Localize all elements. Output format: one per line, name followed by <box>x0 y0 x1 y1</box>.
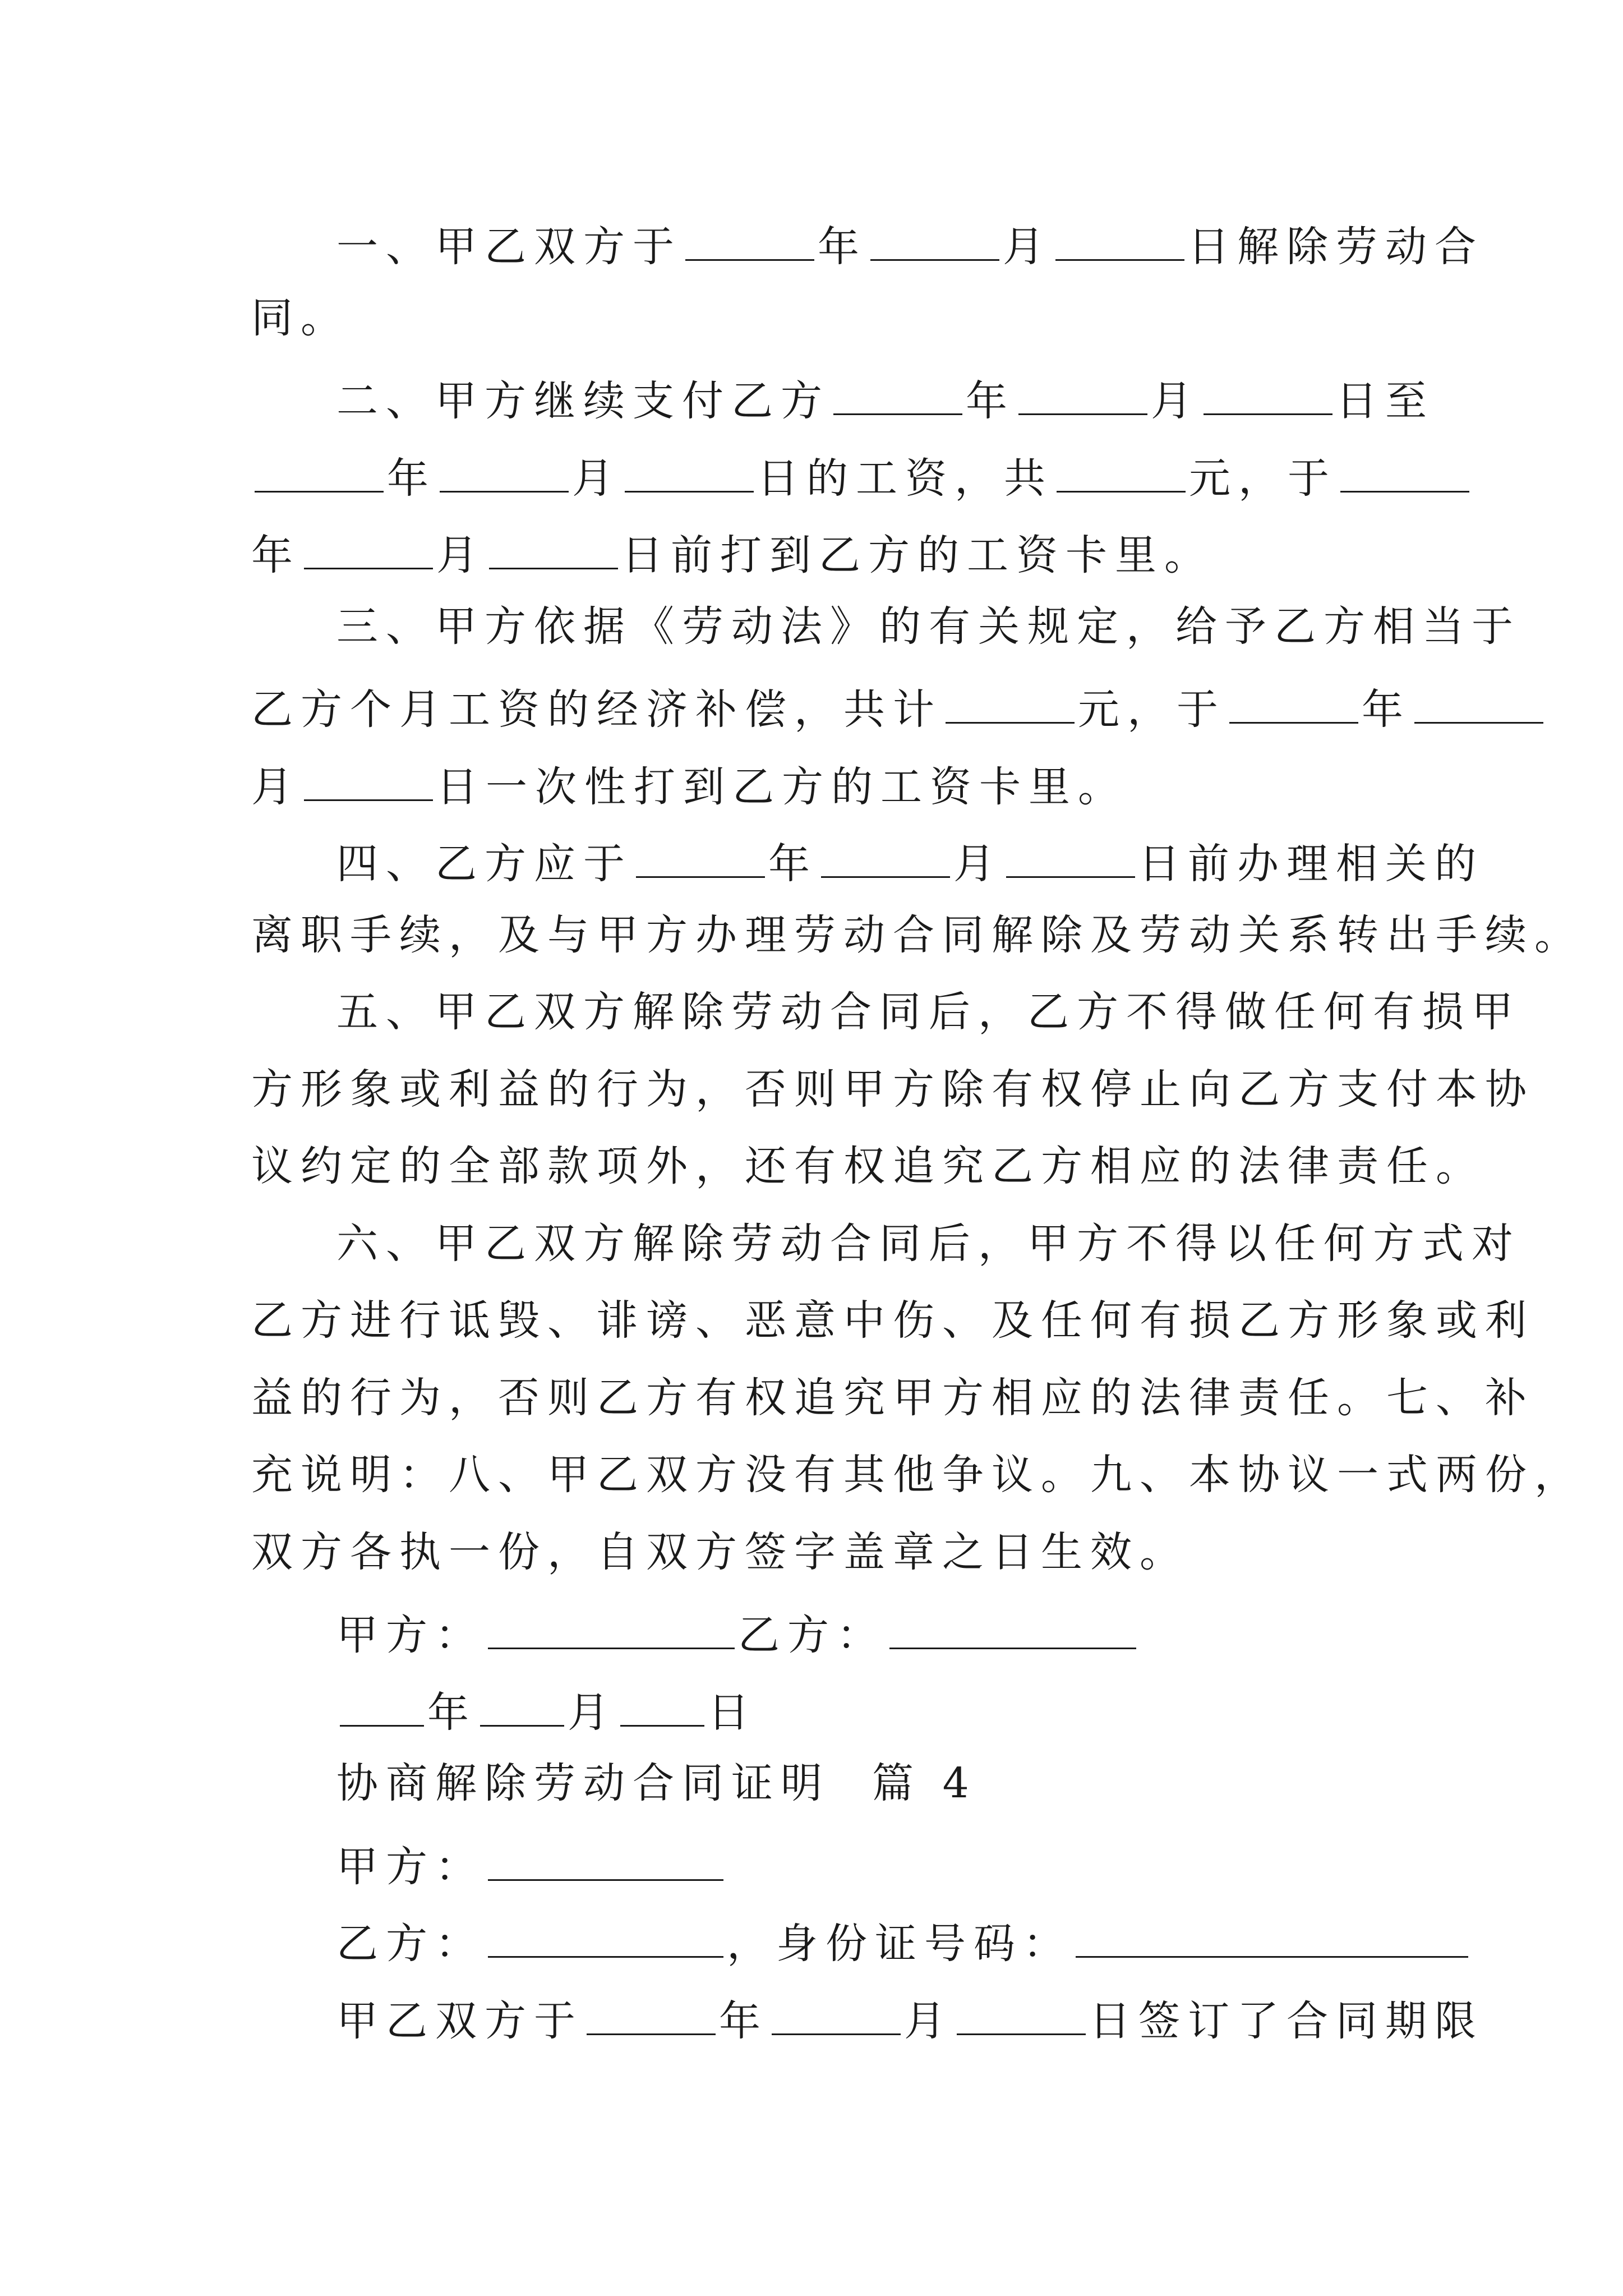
clause-3-line-3 <box>0 760 1127 811</box>
year-label: 年 <box>719 1997 768 2045</box>
year-label: 年 <box>1362 685 1411 734</box>
clause-2-line-2 <box>0 452 1473 502</box>
s4-party-a-line <box>0 1840 727 1890</box>
clause-3-text-a: 三、甲方依据《劳动法》的有关规定，给予乙方相当于 <box>336 602 1521 651</box>
s4-text-d: 日签订了合同期限 <box>1089 1997 1484 2045</box>
clause-4-line-1 <box>0 837 1484 887</box>
clause-1-line-2 <box>0 294 350 348</box>
party-a-signature-blank <box>488 1608 735 1649</box>
day-label: 日 <box>708 1688 757 1737</box>
blank-month <box>1018 374 1147 415</box>
party-a-label: 甲方： <box>336 1843 485 1891</box>
clause-6-text-e: 双方各执一份，自双方签字盖章之日生效。 <box>251 1528 1189 1576</box>
year-label: 年 <box>966 377 1015 425</box>
s4-contract-line <box>0 1994 1484 2045</box>
blank-amount <box>946 683 1075 724</box>
signature-line <box>0 1608 1140 1659</box>
party-b-label: 乙方： <box>738 1611 886 1659</box>
blank-month <box>440 452 569 493</box>
party-b-blank <box>488 1917 723 1958</box>
blank-year <box>636 837 765 878</box>
section-title <box>0 1759 977 1813</box>
blank-year <box>685 220 814 261</box>
month-label: 月 <box>251 763 301 811</box>
clause-2-text-d: 日至 <box>1336 377 1435 425</box>
blank-month <box>1414 683 1543 724</box>
blank-day <box>304 760 433 801</box>
clause-4-text-a: 四、乙方应于 <box>336 840 633 888</box>
blank-year <box>340 1686 424 1727</box>
clause-2-line-1 <box>0 374 1435 425</box>
blank-day <box>489 528 618 569</box>
month-label: 月 <box>953 840 1003 888</box>
blank-month <box>870 220 999 261</box>
year-label: 年 <box>387 454 436 503</box>
party-a-label: 甲方： <box>336 1611 485 1659</box>
clause-6-line-4 <box>0 1451 1584 1504</box>
signature-date-line <box>0 1686 757 1736</box>
clause-3-line-1 <box>0 602 1521 656</box>
clause-4-text-e: 离职手续，及与甲方办理劳动合同解除及劳动关系转出手续。 <box>251 911 1584 959</box>
clause-2-text-g: 日的工资，共 <box>757 454 1053 503</box>
clause-6-line-2 <box>0 1296 1534 1350</box>
party-b-label: 乙方： <box>336 1920 485 1968</box>
blank-day <box>957 1994 1086 2035</box>
clause-1-line-1 <box>0 220 1484 270</box>
blank-day <box>1055 220 1184 261</box>
clause-1-text-d: 日解除劳动合 <box>1188 223 1484 271</box>
blank-amount <box>1057 452 1186 493</box>
clause-6-line-1 <box>0 1220 1521 1273</box>
blank-year <box>255 452 384 493</box>
party-a-blank <box>488 1840 723 1881</box>
clause-3-text-b: 乙方个月工资的经济补偿，共计 <box>251 685 942 734</box>
s4-text-a: 甲乙双方于 <box>336 1997 583 2045</box>
id-number-blank <box>1076 1917 1468 1958</box>
month-label: 月 <box>572 454 621 503</box>
blank-month <box>772 1994 901 2035</box>
party-b-signature-blank <box>889 1608 1136 1649</box>
blank-year <box>587 1994 716 2035</box>
clause-5-text-a: 五、甲乙双方解除劳动合同后，乙方不得做任何有损甲 <box>336 988 1521 1036</box>
clause-1-text-e: 同。 <box>251 294 350 342</box>
s4-party-b-line <box>0 1917 1472 1967</box>
year-label: 年 <box>251 531 301 579</box>
clause-3-text-f: 日一次性打到乙方的工资卡里。 <box>436 763 1127 811</box>
clause-2-text-k: 日前打到乙方的工资卡里。 <box>621 531 1214 579</box>
clause-2-line-3 <box>0 528 1214 579</box>
section-title-text: 协商解除劳动合同证明 篇 4 <box>336 1759 977 1807</box>
blank-day <box>625 452 754 493</box>
blank-day <box>620 1686 704 1727</box>
id-number-label: ，身份证号码： <box>727 1920 1072 1968</box>
month-label: 月 <box>1003 223 1052 271</box>
year-label: 年 <box>818 223 867 271</box>
clause-5-line-3 <box>0 1142 1485 1196</box>
year-label: 年 <box>768 840 818 888</box>
year-label: 年 <box>427 1688 477 1737</box>
clause-6-text-d: 充说明：八、甲乙双方没有其他争议。九、本协议一式两份， <box>251 1451 1584 1499</box>
clause-3-line-2 <box>0 683 1547 733</box>
month-label: 月 <box>568 1688 617 1737</box>
clause-6-text-b: 乙方进行诋毁、诽谤、恶意中伤、及任何有损乙方形象或利 <box>251 1296 1534 1345</box>
blank-month <box>304 528 433 569</box>
clause-6-text-c: 益的行为，否则乙方有权追究甲方相应的法律责任。七、补 <box>251 1374 1534 1422</box>
clause-2-text-a: 二、甲方继续支付乙方 <box>336 377 830 425</box>
clause-5-line-2 <box>0 1065 1534 1119</box>
blank-month <box>821 837 950 878</box>
clause-5-text-c: 议约定的全部款项外，还有权追究乙方相应的法律责任。 <box>251 1142 1485 1190</box>
blank-year <box>1229 683 1358 724</box>
blank-day <box>1006 837 1135 878</box>
month-label: 月 <box>904 1997 953 2045</box>
clause-2-text-h: 元，于 <box>1189 454 1337 503</box>
clause-1-text-a: 一、甲乙双方于 <box>336 223 682 271</box>
blank-day <box>1204 374 1332 415</box>
month-label: 月 <box>1151 377 1200 425</box>
blank-year <box>1340 452 1469 493</box>
clause-3-text-c: 元，于 <box>1078 685 1226 734</box>
blank-month <box>480 1686 564 1727</box>
clause-6-line-3 <box>0 1374 1534 1428</box>
clause-4-text-d: 日前办理相关的 <box>1138 840 1484 888</box>
clause-5-text-b: 方形象或利益的行为，否则甲方除有权停止向乙方支付本协 <box>251 1065 1534 1114</box>
month-label: 月 <box>436 531 486 579</box>
clause-6-line-5 <box>0 1528 1189 1582</box>
clause-5-line-1 <box>0 988 1521 1042</box>
blank-year <box>833 374 962 415</box>
clause-6-text-a: 六、甲乙双方解除劳动合同后，甲方不得以任何方式对 <box>336 1220 1521 1268</box>
clause-4-line-2 <box>0 911 1584 965</box>
